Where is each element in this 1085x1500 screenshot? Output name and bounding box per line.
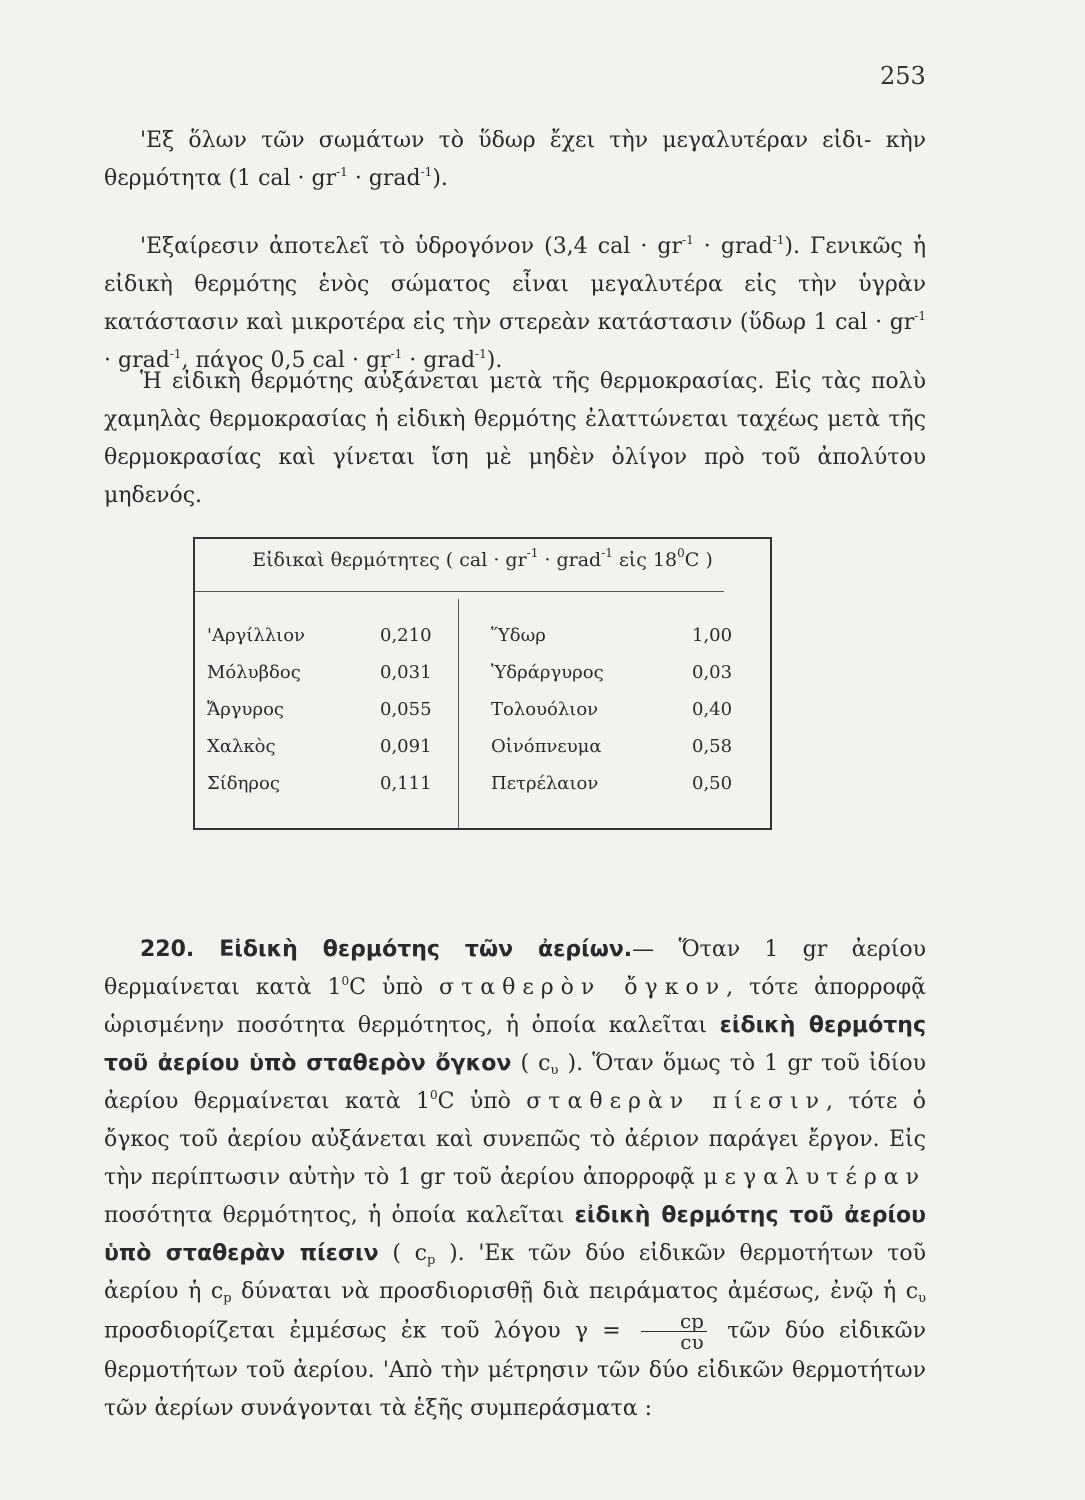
table-cell-value: 0,055 xyxy=(380,699,432,720)
page-number: 253 xyxy=(880,62,926,90)
table-cell-material: Πετρέλαιον xyxy=(491,773,599,794)
table-cell-value: 0,40 xyxy=(692,699,733,720)
table-cell-material: Οἰνόπνευμα xyxy=(491,736,602,757)
table-cell-value: 0,031 xyxy=(380,662,432,683)
table-cell-material: 'Αργίλλιον xyxy=(207,625,305,646)
table-cell-material: Σίδηρος xyxy=(207,773,280,794)
table-title: Εἰδικαὶ θερμότητες ( cal · $gr^{-1}$ · grad$^{-1}$ εἰς $18^0C$ ) xyxy=(252,546,713,571)
table-cell-material: Τολουόλιον xyxy=(491,699,599,720)
table-cell-material: Χαλκὸς xyxy=(207,736,276,757)
section-220-gas-specific-heat: 220. Εἰδικὴ θερμότης τῶν ἀερίων.— Ὅταν 1 gr ἀερίου θερμαίνεται κατὰ $1^0C$ ὑπὸ σταθερὸν ὄγκον, τότε ἀπορροφᾷ ὡρισμένην ποσότητα θερμότητος, ἡ ὁποία καλεῖται εἰδικὴ θερμότης τοῦ ἀερίου ὑπὸ σταθερὸν ὄγκον ( $c_\upsilon$ ). Ὅταν ὅμως τὸ 1 gr τοῦ ἰδίου ἀερίου θερμαίνεται κατὰ $1^0C$ ὑπὸ σταθερὰν πίεσιν, τότε ὁ ὄγκος τοῦ ἀερίου αὐξάνεται καὶ συνεπῶς τὸ ἀέριον παράγει ἔργον. Εἰς τὴν περίπτωσιν αὐτὴν τὸ 1 gr τοῦ ἀερίου ἀπορροφᾷ μεγαλυτέραν ποσότητα θερμότητος, ἡ ὁποία καλεῖται εἰδικὴ θερμότης τοῦ ἀερίου ὑπὸ σταθερὰν πίεσιν ( $c_p$ ). 'Εκ τῶν δύο εἰδικῶν θερμοτήτων τοῦ ἀερίου ἡ $c_p$ δύναται νὰ προσδιορισθῇ διὰ πειράματος ἀμέσως, ἐνῷ ἡ $c_\upsilon$ προσδιορίζεται ἐμμέσως ἐκ τοῦ λόγου γ = $\frac{cp}{c\upsilon}$ τῶν δύο εἰδικῶν θερμοτήτων τοῦ ἀερίου. 'Απὸ τὴν μέτρησιν τῶν δύο εἰδικῶν θερμοτήτων τῶν ἀερίων συνάγονται τὰ ἑξῆς συμπεράσματα : xyxy=(104,937,927,1421)
table-cell-value: 0,111 xyxy=(380,773,432,794)
specific-heat-table xyxy=(193,537,772,830)
right-value-column xyxy=(692,617,732,802)
table-cell-value: 1,00 xyxy=(692,625,733,646)
table-cell-material: Ὕδωρ xyxy=(491,625,546,646)
table-cell-value: 0,210 xyxy=(380,625,432,646)
column-divider xyxy=(458,599,459,829)
table-cell-value: 0,091 xyxy=(380,736,432,757)
paragraph-water-specific-heat: 'Εξ ὅλων τῶν σωμάτων τὸ ὕδωρ ἔχει τὴν μεγαλυτέραν εἰδι- κὴν θερμότητα (1 cal · $gr^{-1}$ · grad$^{-1}$). xyxy=(104,128,926,191)
table-cell-value: 0,58 xyxy=(692,736,733,757)
table-cell-value: 0,50 xyxy=(692,773,733,794)
table-cell-material: Μόλυβδος xyxy=(207,662,301,683)
section-heading: 220. Εἰδικὴ θερμότης τῶν ἀερίων. xyxy=(140,937,633,962)
right-material-column xyxy=(491,617,604,802)
title-divider xyxy=(195,591,724,592)
left-value-column xyxy=(380,617,432,802)
gamma-fraction: $\frac{cp}{c\upsilon}$ xyxy=(641,1311,707,1352)
table-cell-material: Ἄργυρος xyxy=(207,699,284,720)
paragraph-temperature-dependence: Ἡ εἰδικὴ θερμότης αὐξάνεται μετὰ τῆς θερμοκρασίας. Εἰς τὰς πολὺ χαμηλὰς θερμοκρασίας ἡ εἰδικὴ θερμότης ἐλαττώνεται ταχέως μετὰ τῆς θερμοκρασίας καὶ γίνεται ἴση μὲ μηδὲν ὀλίγον πρὸ τοῦ ἀπολύτου μηδενός. xyxy=(104,369,926,508)
left-material-column xyxy=(207,617,305,802)
table-cell-material: Ὑδράργυρος xyxy=(491,662,604,683)
table-cell-value: 0,03 xyxy=(692,662,733,683)
paragraph-hydrogen-exception: 'Εξαίρεσιν ἀποτελεῖ τὸ ὑδρογόνον (3,4 cal · $gr^{-1}$ · grad$^{-1}$). Γενικῶς ἡ εἰδικὴ θερμότης ἑνὸς σώματος εἶναι μεγαλυτέρα εἰς τὴν ὑγρὰν κατάστασιν καὶ μικροτέρα εἰς τὴν στερεὰν κατάστασιν (ὕδωρ 1 cal · $gr^{-1}$ · grad$^{-1}$, πάγος 0,5 cal · $gr^{-1}$ · grad$^{-1}$). xyxy=(104,233,926,373)
